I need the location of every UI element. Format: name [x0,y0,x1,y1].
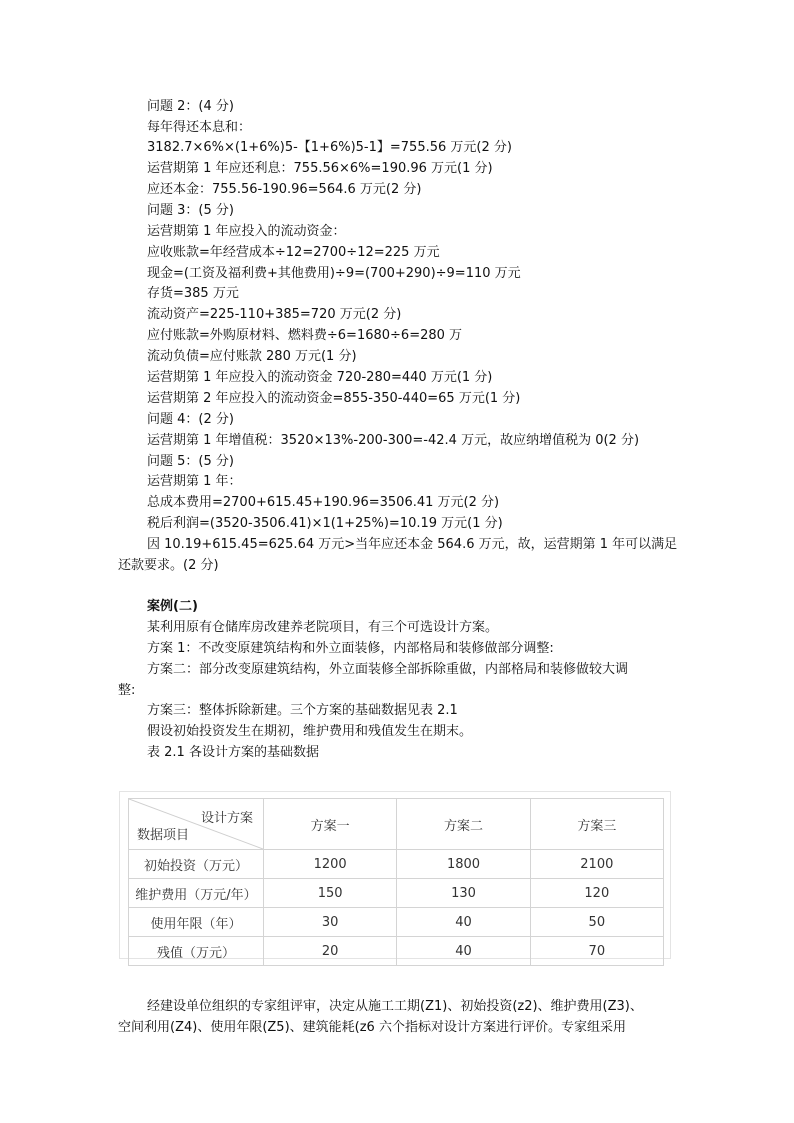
table-row [129,879,664,908]
text-line: 因 10.19+615.45=625.64 万元>当年应还本金 564.6 万元，故，运营期第 1 年可以满足 [147,537,678,552]
table-caption: 表 2.1 各设计方案的基础数据 [147,745,319,760]
row-label: 残值（万元） [129,937,264,966]
column-header: 方案三 [530,799,663,850]
row-label: 使用年限（年） [129,908,264,937]
text-line: 方案 1：不改变原建筑结构和外立面装修，内部格局和装修做部分调整: [147,641,554,656]
text-line: 运营期第 1 年： [147,474,242,489]
table-cell: 1200 [264,850,397,879]
section-heading-q3: 问题 3：(5 分) [147,203,234,218]
section-heading-q4: 问题 4：(2 分) [147,412,234,427]
table-cell: 130 [397,879,530,908]
text-line: 运营期第 1 年应还利息：755.56×6%=190.96 万元(1 分) [147,161,493,176]
text-line: 存货=385 万元 [147,286,239,301]
table-row [129,937,664,966]
design-scheme-table [128,798,664,966]
row-label: 维护费用（万元/年） [129,879,264,908]
text-line: 假设初始投资发生在期初，维护费用和残值发生在期末。 [147,724,473,739]
text-line: 总成本费用=2700+615.45+190.96=3506.41 万元(2 分) [147,495,500,510]
text-line: 应付账款=外购原材料、燃料费÷6=1680÷6=280 万 [147,328,463,343]
table-cell: 1800 [397,850,530,879]
table-cell: 20 [264,937,397,966]
table-row [129,908,664,937]
case-title: 案例(二) [147,599,198,614]
text-line: 每年得还本息和： [147,120,252,135]
text-line: 流动负债=应付账款 280 万元(1 分) [147,349,357,364]
table-cell: 150 [264,879,397,908]
text-line: 现金=(工资及福利费+其他费用)÷9=(700+290)÷9=110 万元 [147,266,521,281]
table-row [129,850,664,879]
text-line: 应还本金：755.56-190.96=564.6 万元(2 分) [147,182,422,197]
row-label: 初始投资（万元） [129,850,264,879]
text-line: 运营期第 1 年应投入的流动资金： [147,224,346,239]
text-line: 运营期第 1 年增值税：3520×13%-200-300=-42.4 万元，故应纳增值税为 0(2 分) [147,433,640,448]
text-line: 运营期第 2 年应投入的流动资金=855-350-440=65 万元(1 分) [147,391,521,406]
text-line: 方案二：部分改变原建筑结构，外立面装修全部拆除重做，内部格局和装修做较大调 [147,662,629,677]
text-line: 还款要求。(2 分) [118,558,219,573]
data-table-image [119,791,671,959]
section-heading-q2: 问题 2：(4 分) [147,99,234,114]
table-cell: 120 [530,879,663,908]
text-line: 整: [118,683,136,698]
table-cell: 70 [530,937,663,966]
table-cell: 30 [264,908,397,937]
table-cell: 40 [397,908,530,937]
text-line: 流动资产=225-110+385=720 万元(2 分) [147,307,402,322]
text-line: 应收账款=年经营成本÷12=2700÷12=225 万元 [147,245,440,260]
diagonal-header-cell [129,799,264,850]
text-line: 经建设单位组织的专家组评审，决定从施工工期(Z1)、初始投资(z2)、维护费用(Z3)、 [147,999,643,1014]
table-cell: 50 [530,908,663,937]
section-heading-q5: 问题 5：(5 分) [147,454,234,469]
text-line: 方案三：整体拆除新建。三个方案的基础数据见表 2.1 [147,703,458,718]
column-header: 方案一 [264,799,397,850]
corner-label-scheme: 设计方案 [200,811,253,826]
text-line: 3182.7×6%×(1+6%)5-【1+6%)5-1】=755.56 万元(2 分) [147,140,512,155]
column-header: 方案二 [397,799,530,850]
corner-label-item: 数据项目 [137,828,190,843]
table-cell: 2100 [530,850,663,879]
text-line: 税后利润=(3520-3506.41)×1(1+25%)=10.19 万元(1 分) [147,516,503,531]
table-cell: 40 [397,937,530,966]
table-header-row [129,799,664,850]
text-line: 某利用原有仓储库房改建养老院项目，有三个可选设计方案。 [147,620,499,635]
text-line: 运营期第 1 年应投入的流动资金 720-280=440 万元(1 分) [147,370,493,385]
text-line: 空间利用(Z4)、使用年限(Z5)、建筑能耗(z6 六个指标对设计方案进行评价。专家组采用 [118,1020,626,1035]
